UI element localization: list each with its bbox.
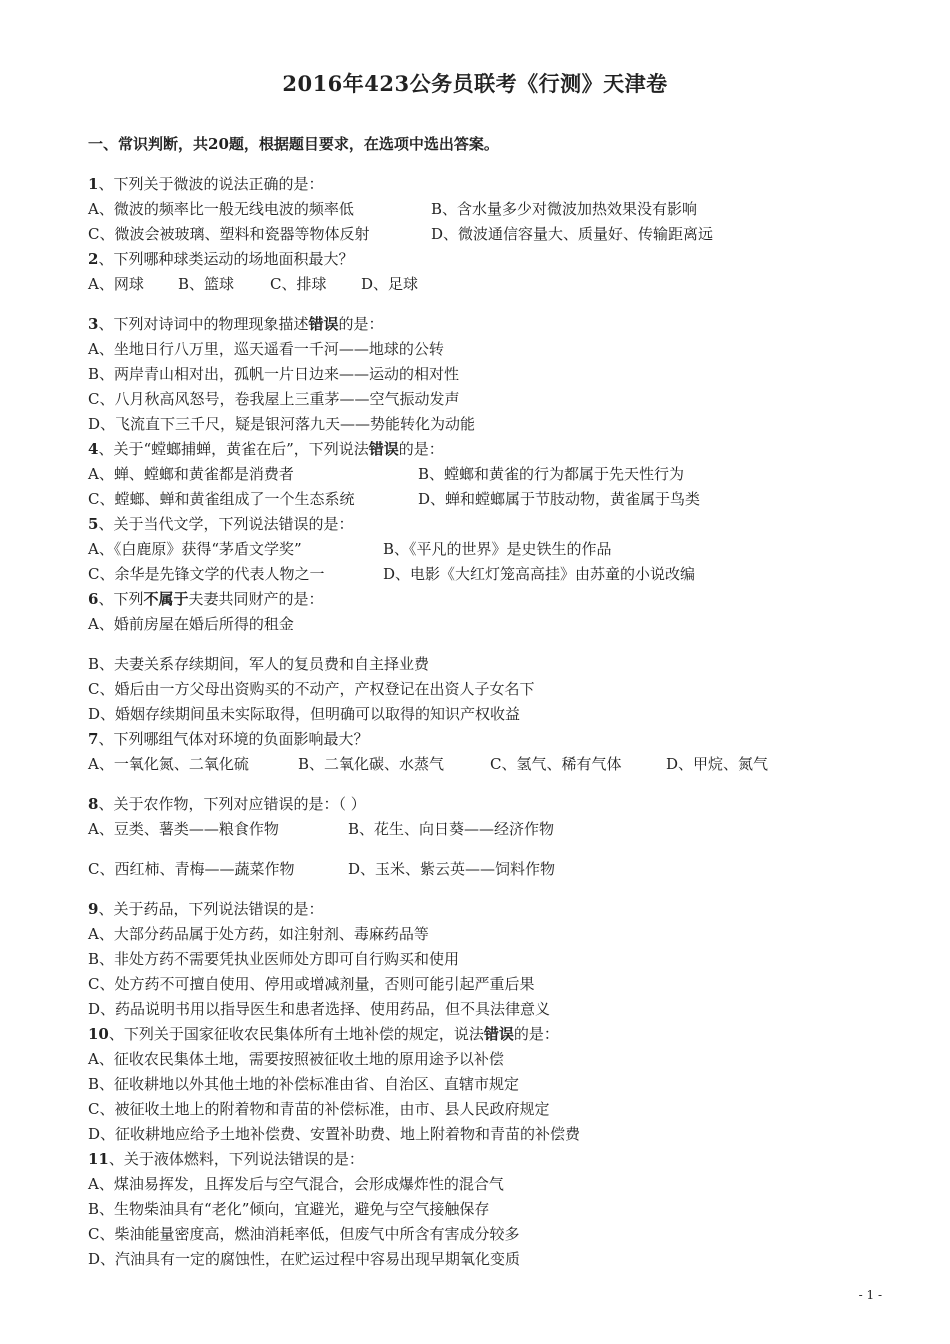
question-number: 6 (88, 590, 99, 608)
option-a: A、《白鹿原》获得“茅盾文学奖” (88, 540, 302, 558)
question-8-stem (88, 792, 878, 817)
question-text: 、关于药品，下列说法错误的是： (98, 900, 324, 918)
question-7-stem (88, 727, 878, 752)
option-a: A、煤油易挥发，且挥发后与空气混合，会形成爆炸性的混合气 (88, 1175, 504, 1193)
option-c: C、婚后由一方父母出资购买的不动产，产权登记在出资人子女名下 (88, 680, 535, 698)
question-number: 10 (88, 1025, 109, 1043)
question-2-options (88, 272, 878, 297)
question-text: 、关于农作物，下列对应错误的是：（ ） (98, 795, 366, 813)
option-b: B、花生、向日葵——经济作物 (348, 820, 555, 838)
question-text-pre: 、下列对诗词中的物理现象描述 (98, 315, 309, 333)
option-b: B、螳螂和黄雀的行为都属于先天性行为 (418, 465, 685, 483)
section-heading: 一、常识判断，共20题，根据题目要求，在选项中选出答案。 (88, 135, 499, 153)
question-text: 、下列关于微波的说法正确的是： (98, 175, 324, 193)
option-c: C、处方药不可擅自使用、停用或增减剂量，否则可能引起严重后果 (88, 975, 535, 993)
option-d: D、足球 (361, 275, 419, 293)
question-7-options (88, 752, 878, 777)
option-c: C、微波会被玻璃、塑料和瓷器等物体反射 (88, 225, 370, 243)
option-a: A、豆类、薯类——粮食作物 (88, 820, 279, 838)
question-4-options-cd (88, 487, 878, 512)
option-c: C、螳螂、蝉和黄雀组成了一个生态系统 (88, 490, 355, 508)
page-number: - 1 - (858, 1288, 882, 1302)
question-text: 、下列哪种球类运动的场地面积最大？ (98, 250, 354, 268)
emphasis-text: 错误 (308, 315, 339, 333)
option-c: C、氢气、稀有气体 (490, 755, 622, 773)
option-b: B、篮球 (178, 275, 235, 293)
option-b: B、二氧化碳、水蒸气 (298, 755, 445, 773)
option-b: B、生物柴油具有“老化”倾向，宜避光，避免与空气接触保存 (88, 1200, 490, 1218)
question-text-post: 夫妻共同财产的是： (188, 590, 324, 608)
question-number: 7 (88, 730, 99, 748)
option-d: D、微波通信容量大、质量好、传输距离远 (431, 225, 714, 243)
question-4-options-ab (88, 462, 878, 487)
option-d: D、蝉和螳螂属于节肢动物，黄雀属于鸟类 (418, 490, 701, 508)
emphasis-text: 错误 (483, 1025, 514, 1043)
option-d: D、玉米、紫云英——饲料作物 (348, 860, 556, 878)
question-number: 4 (88, 440, 99, 458)
option-c: C、被征收土地上的附着物和青苗的补偿标准，由市、县人民政府规定 (88, 1100, 550, 1118)
question-text-pre: 、下列关于国家征收农民集体所有土地补偿的规定，说法 (108, 1025, 484, 1043)
emphasis-text: 错误 (368, 440, 399, 458)
question-number: 2 (88, 250, 99, 268)
question-6-stem (88, 587, 878, 612)
question-text: 、关于当代文学，下列说法错误的是： (98, 515, 354, 533)
question-3-stem (88, 312, 878, 337)
option-a: A、坐地日行八万里，巡天遥看一千河——地球的公转 (88, 340, 444, 358)
question-5-options-cd (88, 562, 878, 587)
question-number: 5 (88, 515, 99, 533)
question-1-options-cd (88, 222, 878, 247)
question-8-options-ab (88, 817, 878, 842)
question-number: 8 (88, 795, 99, 813)
question-5-options-ab (88, 537, 878, 562)
question-10-stem (88, 1022, 878, 1047)
option-c: C、排球 (270, 275, 327, 293)
option-c: C、柴油能量密度高，燃油消耗率低，但废气中所含有害成分较多 (88, 1225, 520, 1243)
question-text: 、关于液体燃料，下列说法错误的是： (108, 1150, 364, 1168)
question-number: 1 (88, 175, 99, 193)
option-d: D、甲烷、氮气 (666, 755, 769, 773)
option-a: A、大部分药品属于处方药，如注射剂、毒麻药品等 (88, 925, 429, 943)
question-1-stem (88, 172, 878, 197)
question-2-stem (88, 247, 878, 272)
question-text-pre: 、下列 (98, 590, 144, 608)
question-9-stem (88, 897, 878, 922)
question-list (88, 172, 878, 1272)
option-c: C、西红柿、青梅——蔬菜作物 (88, 860, 295, 878)
emphasis-text: 不属于 (143, 590, 189, 608)
option-b: B、含水量多少对微波加热效果没有影响 (431, 200, 698, 218)
question-11-stem (88, 1147, 878, 1172)
question-1-options-ab (88, 197, 878, 222)
option-d: D、飞流直下三千尺，疑是银河落九天——势能转化为动能 (88, 415, 476, 433)
question-number: 9 (88, 900, 99, 918)
option-d: D、汽油具有一定的腐蚀性，在贮运过程中容易出现早期氧化变质 (88, 1250, 521, 1268)
question-text-pre: 、关于“螳螂捕蝉，黄雀在后”，下列说法 (98, 440, 369, 458)
option-a: A、蝉、螳螂和黄雀都是消费者 (88, 465, 294, 483)
question-8-options-cd (88, 857, 878, 882)
option-d: D、征收耕地应给予土地补偿费、安置补助费、地上附着物和青苗的补偿费 (88, 1125, 581, 1143)
question-text-post: 的是： (338, 315, 384, 333)
option-a: A、一氧化氮、二氧化硫 (88, 755, 249, 773)
option-d: D、电影《大红灯笼高高挂》由苏童的小说改编 (383, 565, 696, 583)
question-text: 、下列哪组气体对环境的负面影响最大？ (98, 730, 369, 748)
question-number: 11 (88, 1150, 109, 1168)
option-a: A、征收农民集体土地，需要按照被征收土地的原用途予以补偿 (88, 1050, 504, 1068)
option-b: B、《平凡的世界》是史铁生的作品 (383, 540, 612, 558)
page-title: 2016年423公务员联考《行测》天津卷 (282, 71, 668, 96)
option-b: B、非处方药不需要凭执业医师处方即可自行购买和使用 (88, 950, 460, 968)
option-b: B、征收耕地以外其他土地的补偿标准由省、自治区、直辖市规定 (88, 1075, 520, 1093)
option-d: D、药品说明书用以指导医生和患者选择、使用药品，但不具法律意义 (88, 1000, 551, 1018)
option-a: A、微波的频率比一般无线电波的频率低 (88, 200, 354, 218)
question-text-post: 的是： (513, 1025, 559, 1043)
option-d: D、婚姻存续期间虽未实际取得，但明确可以取得的知识产权收益 (88, 705, 521, 723)
option-a: A、网球 (88, 275, 144, 293)
option-c: C、八月秋高风怒号，卷我屋上三重茅——空气振动发声 (88, 390, 460, 408)
question-5-stem (88, 512, 878, 537)
question-number: 3 (88, 315, 99, 333)
option-c: C、余华是先锋文学的代表人物之一 (88, 565, 325, 583)
question-4-stem (88, 437, 878, 462)
option-b: B、两岸青山相对出，孤帆一片日边来——运动的相对性 (88, 365, 460, 383)
option-a: A、婚前房屋在婚后所得的租金 (88, 615, 294, 633)
question-text-post: 的是： (398, 440, 444, 458)
option-b: B、夫妻关系存续期间，军人的复员费和自主择业费 (88, 655, 430, 673)
